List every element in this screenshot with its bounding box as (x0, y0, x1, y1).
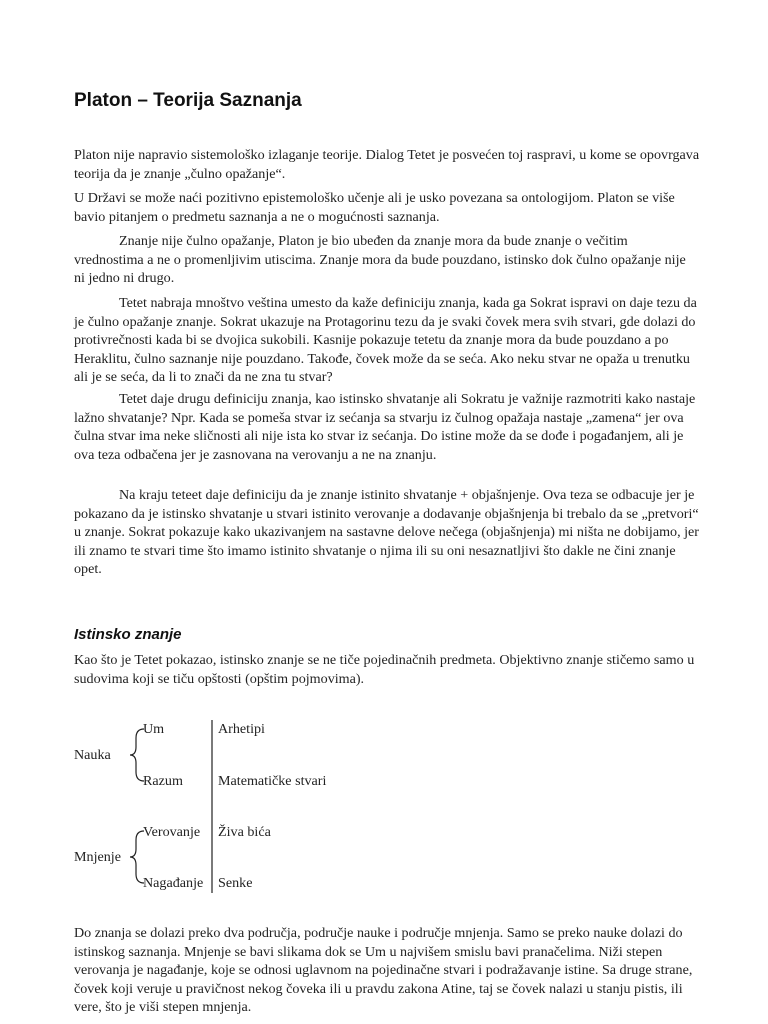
mnjenje-brace (130, 831, 144, 883)
arhetipi-label: Arhetipi (218, 721, 265, 737)
paragraph-5: Tetet daje drugu definiciju znanja, kao istinsko shvatanje ali Sokratu je važnije razmotriti kako nastaje lažno shvatanje? Npr. Kada se pomeša stvar iz sećanja sa stvarju iz čulnog opažaja nastaje „zamena“ jer ova čulna stvar ima neke sličnosti ali nije ista ko stvar iz sećanja. Do istine može da se dođe i pogađanjem, ali je ova teza odbačena jer je zasnovana na verovanju a ne na znanju. (74, 391, 696, 463)
verovanje-label: Verovanje (143, 824, 201, 840)
nauka-label: Nauka (74, 747, 111, 763)
senke-label: Senke (218, 875, 253, 891)
paragraph-6: Na kraju teteet daje definiciju da je znanje istinito shvatanje + objašnjenje. Ova teza se odbacuje jer je pokazano da je istinsko shvatanje u stvari istinito verovanje a dodavanje objašnjenja bi trebalo da se „pretvori“ u znanje. Sokrat pokazuje kako ukazivanjem na sastavne delove nečega (objašnjenja) mi ništa ne dobijamo, jer ili znamo te stvari time što imamo istinito shvatanje o njima ili su oni nesaznatljivi što dakle ne čini znanje opet. (74, 487, 699, 577)
section-heading: Istinsko znanje (74, 626, 182, 643)
page-title: Platon – Teorija Saznanja (74, 90, 302, 111)
ziva-bica-label: Živa bića (218, 824, 271, 840)
mnjenje-label: Mnjenje (74, 849, 121, 865)
paragraph-2: U Državi se može naći pozitivno epistemološko učenje ali je usko povezana sa ontologijom. Platon se više bavio pitanjem o predmetu saznanja a ne o mogućnosti saznanja. (74, 190, 675, 225)
matematicke-stvari-label: Matematičke stvari (218, 773, 327, 789)
paragraph-1: Platon nije napravio sistemološko izlaganje teorije. Dialog Tetet je posvećen toj raspravi, u kome se opovrgava teorija da je znanje „čulno opažanje“. (74, 147, 700, 182)
conclusion-paragraph: Do znanja se dolazi preko dva područja, područje nauke i područje mnjenja. Samo se preko nauke dolazi do istinskog saznanja. Mnjenje se bavi slikama dok se Um u najvišem smislu bavi pranačelima. Niži stepen verovanja je nagađanje, koje se odnosi uglavnom na pojedinačne stvari i podražavanje istine. Sa druge strane, čovek koji veruje u pravičnost nekog čoveka ili u pravdu zakona Atine, taj se čovek nalazi u stanju pistis, ili vere, što je viši stepen mnjenja. (74, 925, 693, 1015)
razum-label: Razum (143, 773, 183, 789)
nauka-brace (130, 729, 144, 781)
paragraph-3: Znanje nije čulno opažanje, Platon je bio ubeđen da znanje mora da bude znanje o večitim vrednostima a ne o promenljivim utiscima. Znanje mora da bude pouzdano, istinsko dok čulno opažanje nije ni jedno ni drugo. (74, 233, 686, 286)
paragraph-4: Tetet nabraja mnoštvo veština umesto da kaže definiciju znanja, kada ga Sokrat ispravi on daje tezu da je čulno opažanje znanje. Sokrat ukazuje na Protagorinu tezu da je svaki čovek mera svih stvari, gde dolazi do protivrečnosti kada bi se dvojica sukobili. Kasnije pokazuje tetetu da znanje mora da bude pouzdano a po Heraklitu, čulno saznanje nije pouzdano. Takođe, čovek može da se seća. Ako neku stvar ne opaža u trenutku ali je se seća, da li to znači da ne zna tu stvar? (74, 295, 697, 385)
section-intro: Kao što je Tetet pokazao, istinsko znanje se ne tiče pojedinačnih predmeta. Objektivno znanje stičemo samo u sudovima koji se tiču opštosti (opštim pojmovima). (74, 652, 695, 687)
nagadjanje-label: Nagađanje (143, 875, 204, 891)
um-label: Um (143, 721, 165, 737)
